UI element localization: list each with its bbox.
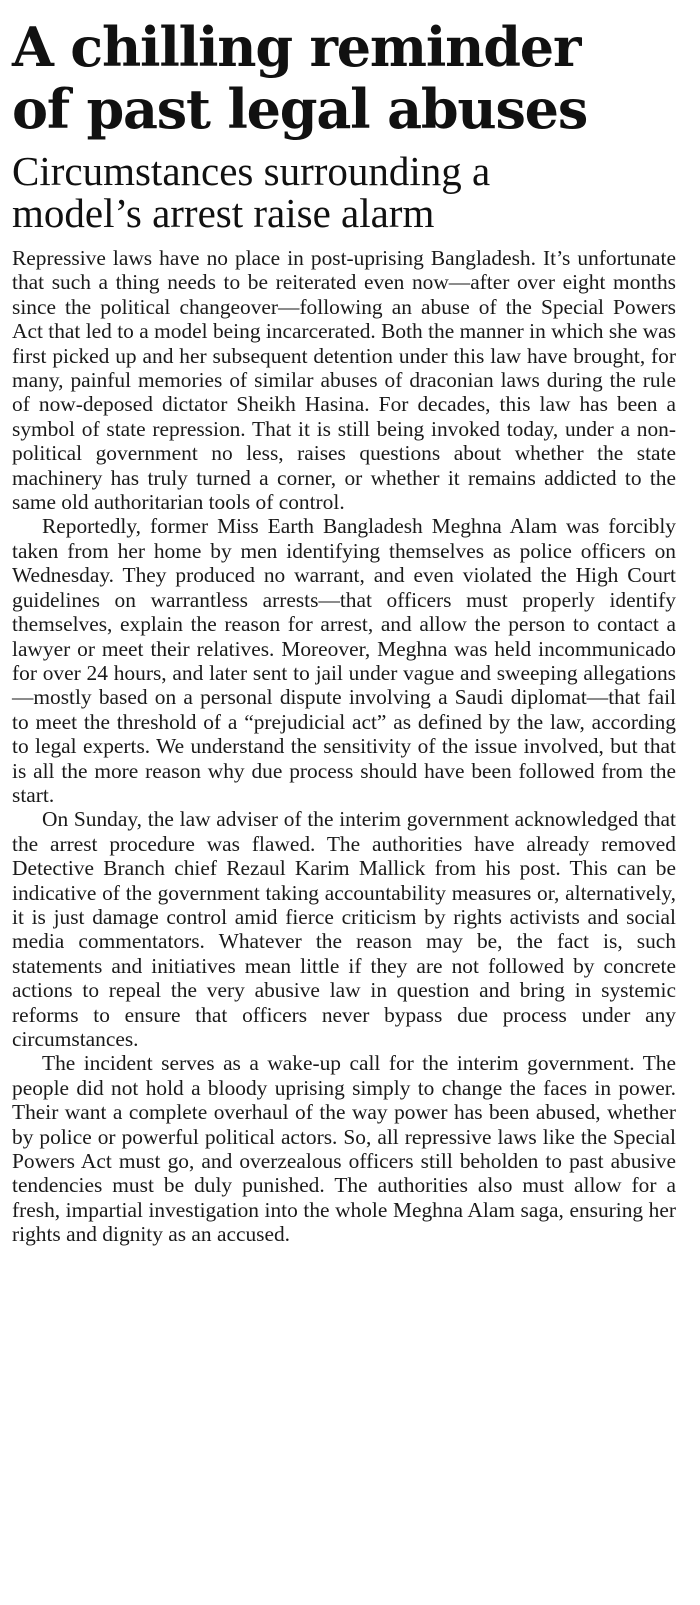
- headline-line-1: A chilling reminder: [12, 15, 581, 79]
- body-paragraph-4: The incident serves as a wake-up call for the interim government. The people did not hold a bloody uprising simply to change the faces in power. Their want a complete overhaul of the way power has been abused, whether by police or powerful political actors. So, all repressive laws like the Special Powers Act must go, and overzealous officers still beholden to past abusive tendencies must be duly punished. The authorities also must allow for a fresh, impartial investigation into the whole Meghna Alam saga, ensuring her rights and dignity as an accused.: [12, 1051, 676, 1247]
- editorial-article: [12, 16, 676, 1247]
- subheadline-line-1: Circumstances surrounding a: [12, 148, 491, 194]
- subheadline-line-2: model’s arrest raise alarm: [12, 190, 435, 236]
- headline: [12, 16, 676, 140]
- headline-line-2: of past legal abuses: [12, 77, 588, 141]
- body-paragraph-2: Reportedly, former Miss Earth Bangladesh Meghna Alam was forcibly taken from her home by men identifying themselves as police officers on Wednesday. They produced no warrant, and even violated the High Court guidelines on warrantless arrests—that officers must properly identify themselves, explain the reason for arrest, and allow the person to contact a lawyer or meet their relatives. Moreover, Meghna was held incommunicado for over 24 hours, and later sent to jail under vague and sweeping allegations—mostly based on a personal dispute involving a Saudi diplomat—that fail to meet the threshold of a “prejudicial act” as defined by the law, according to legal experts. We understand the sensitivity of the issue involved, but that is all the more reason why due process should have been followed from the start.: [12, 514, 676, 807]
- subheadline: [12, 150, 676, 234]
- body-paragraph-3: On Sunday, the law adviser of the interim government acknowledged that the arrest procedure was flawed. The authorities have already removed Detective Branch chief Rezaul Karim Mallick from his post. This can be indicative of the government taking accountability measures or, alternatively, it is just damage control amid fierce criticism by rights activists and social media commentators. Whatever the reason may be, the fact is, such statements and initiatives mean little if they are not followed by concrete actions to repeal the very abusive law in question and bring in systemic reforms to ensure that officers never bypass due process under any circumstances.: [12, 807, 676, 1051]
- article-body: [12, 246, 676, 1247]
- body-paragraph-1: Repressive laws have no place in post-uprising Bangladesh. It’s unfortunate that such a thing needs to be reiterated even now—after over eight months since the political changeover—following an abuse of the Special Powers Act that led to a model being incarcerated. Both the manner in which she was first picked up and her subsequent detention under this law have brought, for many, painful memories of similar abuses of draconian laws during the rule of now-deposed dictator Sheikh Hasina. For decades, this law has been a symbol of state repression. That it is still being invoked today, under a non-political government no less, raises questions about whether the state machinery has truly turned a corner, or whether it remains addicted to the same old authoritarian tools of control.: [12, 246, 676, 515]
